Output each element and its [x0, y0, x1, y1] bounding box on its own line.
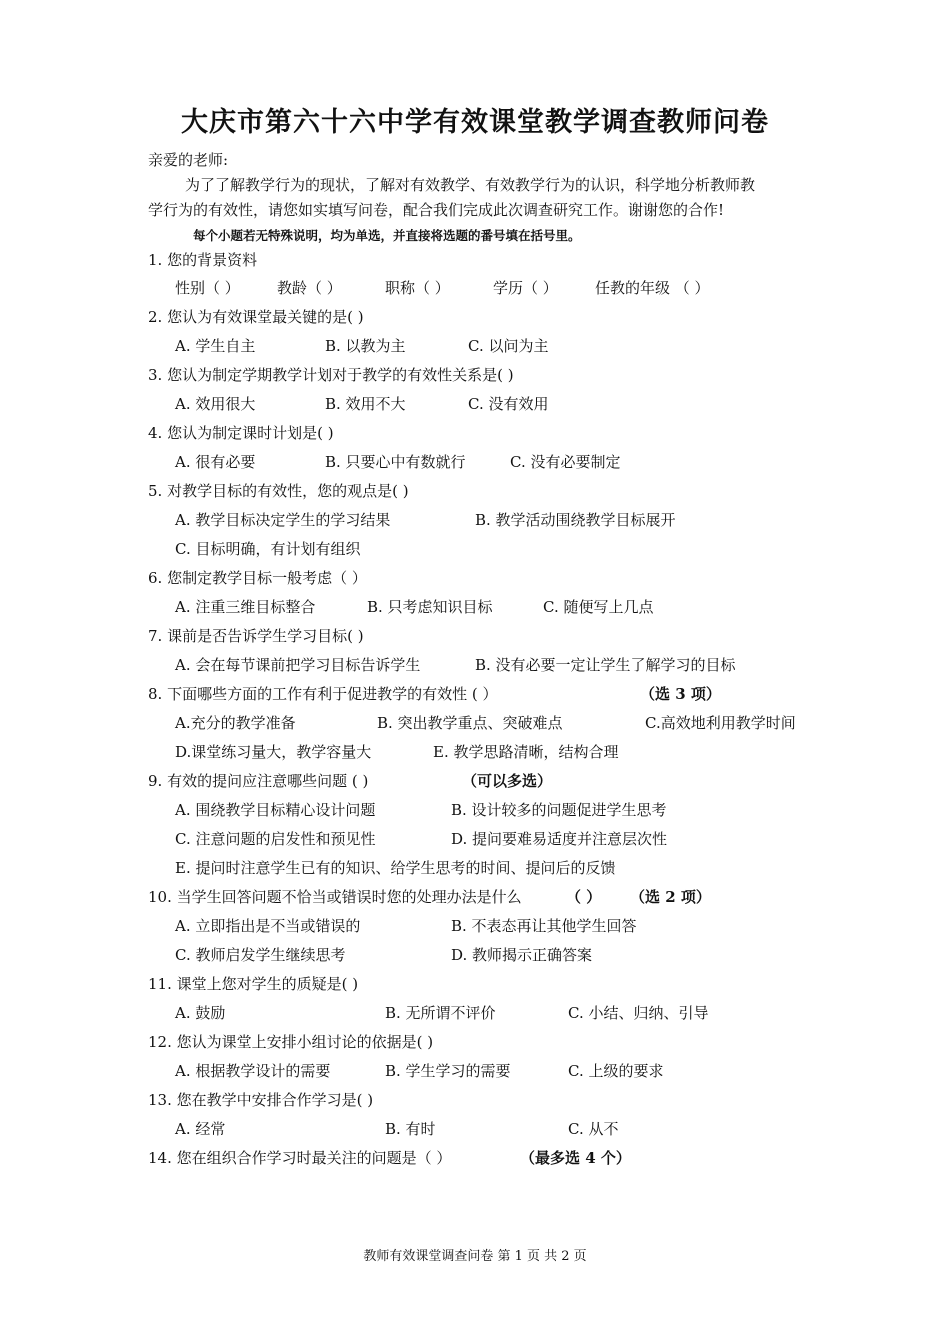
q11-option-c: C. 小结、归纳、引导: [568, 1004, 709, 1022]
q11-option-a: A. 鼓励: [175, 1004, 226, 1022]
q7-option-b: B. 没有必要一定让学生了解学习的目标: [475, 656, 736, 674]
q4-option-c: C. 没有必要制定: [510, 453, 621, 471]
question-10: 10. 当学生回答问题不恰当或错误时您的处理办法是什么: [148, 888, 522, 906]
question-12: 12. 您认为课堂上安排小组讨论的依据是( ): [148, 1033, 434, 1051]
q8-option-c: C.高效地利用教学时间: [645, 714, 796, 732]
q12-option-b: B. 学生学习的需要: [385, 1062, 511, 1080]
q9-option-c: C. 注意问题的启发性和预见性: [175, 830, 376, 848]
q5-option-a: A. 教学目标决定学生的学习结果: [175, 511, 391, 529]
q8-option-a: A.充分的教学准备: [175, 714, 296, 732]
q9-option-a: A. 围绕教学目标精心设计问题: [175, 801, 376, 819]
q11-option-b: B. 无所谓不评价: [385, 1004, 496, 1022]
q7-option-a: A. 会在每节课前把学习目标告诉学生: [175, 656, 421, 674]
q10-answer-blank: （ ）: [566, 888, 602, 906]
q1-grade-field: 任教的年级 （ ）: [595, 279, 710, 297]
q3-option-a: A. 效用很大: [175, 395, 256, 413]
q1-teaching-years-field: 教龄（ ）: [277, 279, 342, 297]
q14-select-note: （最多选 4 个）: [520, 1149, 631, 1167]
q1-gender-field: 性别（ ）: [175, 279, 240, 297]
question-6: 6. 您制定教学目标一般考虑（ ）: [148, 569, 367, 587]
question-4: 4. 您认为制定课时计划是( ): [148, 424, 334, 442]
q3-option-c: C. 没有效用: [468, 395, 549, 413]
q6-option-a: A. 注重三维目标整合: [175, 598, 316, 616]
instruction-note: 每个小题若无特殊说明，均为单选，并直接将选题的番号填在括号里。: [193, 228, 581, 243]
question-7: 7. 课前是否告诉学生学习目标( ): [148, 627, 364, 645]
q9-option-d: D. 提问要难易适度并注意层次性: [451, 830, 668, 848]
q9-option-e: E. 提问时注意学生已有的知识、给学生思考的时间、提问后的反馈: [175, 859, 616, 877]
q10-option-a: A. 立即指出是不当或错误的: [175, 917, 361, 935]
greeting: 亲爱的老师:: [148, 151, 229, 169]
q8-option-e: E. 教学思路清晰，结构合理: [433, 743, 619, 761]
question-14: 14. 您在组织合作学习时最关注的问题是（ ）: [148, 1149, 452, 1167]
q2-option-b: B. 以教为主: [325, 337, 406, 355]
document-title: 大庆市第六十六中学有效课堂教学调查教师问卷: [181, 107, 769, 138]
q9-option-b: B. 设计较多的问题促进学生思考: [451, 801, 667, 819]
q8-option-b: B. 突出教学重点、突破难点: [377, 714, 563, 732]
q6-option-c: C. 随便写上几点: [543, 598, 654, 616]
question-8: 8. 下面哪些方面的工作有利于促进教学的有效性 ( ）: [148, 685, 498, 703]
page-footer: 教师有效课堂调查问卷 第 1 页 共 2 页: [363, 1249, 587, 1264]
q9-select-note: （可以多选）: [462, 772, 553, 790]
q5-option-b: B. 教学活动围绕教学目标展开: [475, 511, 676, 529]
q13-option-a: A. 经常: [175, 1120, 226, 1138]
question-13: 13. 您在教学中安排合作学习是( ): [148, 1091, 374, 1109]
q10-option-d: D. 教师揭示正确答案: [451, 946, 593, 964]
question-9: 9. 有效的提问应注意哪些问题 ( ): [148, 772, 369, 790]
intro-paragraph-line-1: 为了了解教学行为的现状，了解对有效教学、有效教学行为的认识，科学地分析教师教: [185, 176, 756, 194]
intro-paragraph-line-2: 学行为的有效性，请您如实填写问卷，配合我们完成此次调查研究工作。谢谢您的合作!: [148, 201, 725, 219]
q4-option-b: B. 只要心中有数就行: [325, 453, 466, 471]
question-3: 3. 您认为制定学期教学计划对于教学的有效性关系是( ): [148, 366, 514, 384]
question-1: 1. 您的背景资料: [148, 251, 258, 269]
q8-select-note: （选 3 项）: [640, 685, 721, 703]
q13-option-c: C. 从不: [568, 1120, 619, 1138]
q10-option-c: C. 教师启发学生继续思考: [175, 946, 346, 964]
q4-option-a: A. 很有必要: [175, 453, 256, 471]
q2-option-c: C. 以问为主: [468, 337, 549, 355]
question-11: 11. 课堂上您对学生的质疑是( ): [148, 975, 359, 993]
q2-option-a: A. 学生自主: [175, 337, 256, 355]
q1-education-field: 学历（ ）: [493, 279, 558, 297]
question-5: 5. 对教学目标的有效性，您的观点是( ): [148, 482, 409, 500]
q12-option-a: A. 根据教学设计的需要: [175, 1062, 331, 1080]
q12-option-c: C. 上级的要求: [568, 1062, 664, 1080]
q6-option-b: B. 只考虑知识目标: [367, 598, 493, 616]
q1-title-field: 职称（ ）: [385, 279, 450, 297]
q5-option-c: C. 目标明确，有计划有组织: [175, 540, 361, 558]
q10-select-note: （选 2 项）: [630, 888, 711, 906]
q13-option-b: B. 有时: [385, 1120, 436, 1138]
question-2: 2. 您认为有效课堂最关键的是( ): [148, 308, 364, 326]
q3-option-b: B. 效用不大: [325, 395, 406, 413]
q10-option-b: B. 不表态再让其他学生回答: [451, 917, 637, 935]
q8-option-d: D.课堂练习量大，教学容量大: [175, 743, 372, 761]
